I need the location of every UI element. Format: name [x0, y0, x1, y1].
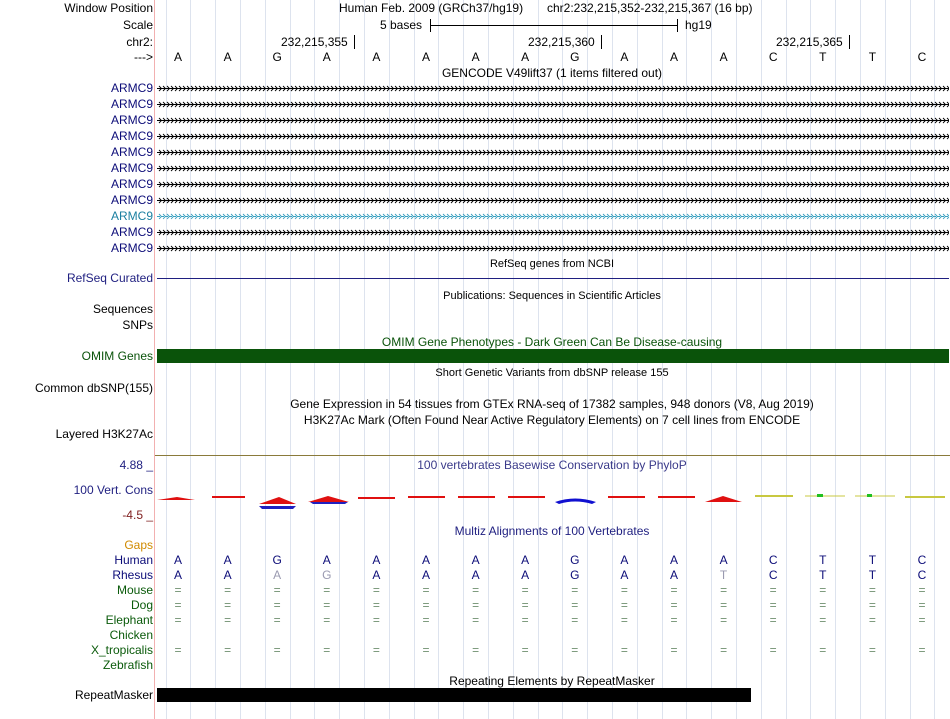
- aligned-base: A: [223, 568, 232, 582]
- aligned-base: =: [372, 583, 380, 597]
- gencode-row-label[interactable]: ARMC9: [110, 161, 153, 175]
- aligned-base: A: [421, 553, 430, 567]
- phylop-logo[interactable]: [155, 488, 950, 514]
- gencode-row-label[interactable]: ARMC9: [110, 225, 153, 239]
- chrom-label: chr2:: [126, 35, 153, 49]
- window-position-label: Window Position: [64, 1, 153, 15]
- aligned-base: =: [472, 598, 480, 612]
- aligned-base: =: [273, 613, 281, 627]
- aligned-base: =: [521, 643, 529, 657]
- aligned-base: C: [917, 568, 927, 582]
- h3k27ac-label[interactable]: Layered H3K27Ac: [55, 427, 153, 441]
- phylop-base-logo-14: [805, 494, 845, 497]
- refseq-label[interactable]: RefSeq Curated: [66, 271, 153, 285]
- aligned-base: =: [422, 583, 430, 597]
- species-label[interactable]: X_tropicalis: [90, 643, 153, 657]
- gencode-transcript-line[interactable]: [157, 116, 949, 125]
- publications-track-title: Publications: Sequences in Scientific Articles: [443, 290, 661, 302]
- aligned-base: =: [868, 643, 876, 657]
- aligned-base: A: [372, 553, 381, 567]
- sequence-base: A: [471, 50, 480, 64]
- aligned-base: =: [273, 583, 281, 597]
- aligned-base: A: [273, 568, 282, 582]
- snps-label[interactable]: SNPs: [122, 318, 153, 332]
- aligned-base: =: [670, 613, 678, 627]
- refseq-gene-line[interactable]: [157, 278, 949, 279]
- aligned-base: =: [174, 583, 182, 597]
- aligned-base: A: [173, 553, 182, 567]
- aligned-base: =: [273, 598, 281, 612]
- sequences-label[interactable]: Sequences: [92, 302, 153, 316]
- gencode-row-label[interactable]: ARMC9: [110, 113, 153, 127]
- aligned-base: T: [719, 568, 728, 582]
- coord-tick: [354, 35, 355, 49]
- scale-bar-left-tick: [430, 19, 431, 32]
- aligned-base: T: [819, 553, 827, 567]
- aligned-base: =: [868, 583, 876, 597]
- scale-text: 5 bases: [380, 18, 423, 32]
- aligned-base: =: [620, 598, 628, 612]
- coord-tick-label: 232,215,360: [528, 35, 595, 49]
- aligned-base: =: [819, 613, 827, 627]
- phylop-min-label: -4.5 _: [122, 508, 153, 522]
- species-label[interactable]: Dog: [130, 598, 153, 612]
- gencode-transcript-line[interactable]: [157, 132, 949, 141]
- phylop-base-logo-4: [308, 496, 349, 504]
- aligned-base: =: [323, 613, 331, 627]
- sequence-base: A: [421, 50, 430, 64]
- coord-tick: [601, 35, 602, 49]
- species-label[interactable]: Zebrafish: [102, 658, 153, 672]
- multiz-track-title: Multiz Alignments of 100 Vertebrates: [454, 524, 650, 538]
- aligned-base: =: [472, 583, 480, 597]
- species-label[interactable]: Chicken: [109, 628, 153, 642]
- phylop-base-logo-12: [705, 496, 742, 502]
- aligned-base: =: [868, 613, 876, 627]
- aligned-base: =: [571, 598, 579, 612]
- gencode-transcript-line[interactable]: [157, 212, 949, 221]
- aligned-base: =: [323, 643, 331, 657]
- aligned-base: =: [819, 583, 827, 597]
- sequence-base: A: [372, 50, 381, 64]
- aligned-base: =: [769, 643, 777, 657]
- aligned-base: =: [620, 583, 628, 597]
- gencode-row-label[interactable]: ARMC9: [110, 193, 153, 207]
- coord-tick: [849, 35, 850, 49]
- aligned-base: =: [720, 613, 728, 627]
- sequence-base: A: [322, 50, 331, 64]
- sequence-base: A: [173, 50, 182, 64]
- phylop-base-logo-3: [259, 497, 296, 509]
- aligned-base: =: [571, 583, 579, 597]
- omim-track-title: OMIM Gene Phenotypes - Dark Green Can Be Disease-causing: [381, 335, 723, 349]
- aligned-base: A: [471, 553, 480, 567]
- repeatmasker-label[interactable]: RepeatMasker: [74, 688, 153, 702]
- aligned-base: G: [570, 568, 580, 582]
- aligned-base: G: [272, 553, 282, 567]
- aligned-base: A: [173, 568, 182, 582]
- species-label[interactable]: Human: [114, 553, 153, 567]
- omim-label[interactable]: OMIM Genes: [81, 349, 153, 363]
- aligned-base: =: [819, 643, 827, 657]
- gencode-row-label[interactable]: ARMC9: [110, 177, 153, 191]
- gencode-row-label[interactable]: ARMC9: [110, 81, 153, 95]
- aligned-base: =: [769, 583, 777, 597]
- aligned-base: =: [224, 583, 232, 597]
- aligned-base: =: [670, 583, 678, 597]
- aligned-base: =: [769, 598, 777, 612]
- aligned-base: C: [768, 568, 778, 582]
- aligned-base: =: [670, 643, 678, 657]
- species-label[interactable]: Rhesus: [112, 568, 153, 582]
- gencode-transcript-line[interactable]: [157, 164, 949, 173]
- scale-bar: [430, 25, 678, 26]
- phylop-base-logo-15: [855, 494, 895, 497]
- aligned-base: =: [472, 613, 480, 627]
- h3k27ac-track-title: H3K27Ac Mark (Often Found Near Active Regulatory Elements) on 7 cell lines from ENCODE: [303, 413, 801, 427]
- gencode-row-label[interactable]: ARMC9: [110, 209, 153, 223]
- aligned-base: =: [422, 598, 430, 612]
- species-label[interactable]: Elephant: [105, 613, 153, 627]
- aligned-base: C: [768, 553, 778, 567]
- aligned-base: A: [620, 568, 629, 582]
- aligned-base: =: [918, 643, 926, 657]
- coord-tick-label: 232,215,355: [281, 35, 348, 49]
- aligned-base: =: [720, 643, 728, 657]
- repeatmasker-track-title: Repeating Elements by RepeatMasker: [449, 674, 655, 688]
- aligned-base: =: [323, 583, 331, 597]
- aligned-base: =: [372, 643, 380, 657]
- gencode-transcript-line[interactable]: [157, 100, 949, 109]
- aligned-base: =: [224, 598, 232, 612]
- gencode-transcript-line[interactable]: [157, 148, 949, 157]
- aligned-base: G: [570, 553, 580, 567]
- gencode-transcript-line[interactable]: [157, 244, 949, 253]
- aligned-base: =: [769, 613, 777, 627]
- aligned-base: C: [917, 553, 927, 567]
- gencode-transcript-line[interactable]: [157, 84, 949, 93]
- dbsnp-label[interactable]: Common dbSNP(155): [34, 381, 153, 395]
- sequence-base: C: [917, 50, 927, 64]
- aligned-base: =: [372, 613, 380, 627]
- refseq-track-title: RefSeq genes from NCBI: [489, 258, 615, 270]
- gencode-track-title: GENCODE V49lift37 (1 items filtered out): [441, 66, 663, 80]
- aligned-base: =: [720, 598, 728, 612]
- sequence-base: G: [570, 50, 580, 64]
- aligned-base: =: [224, 613, 232, 627]
- aligned-base: T: [868, 553, 877, 567]
- gencode-row-label[interactable]: ARMC9: [110, 97, 153, 111]
- label-divider: [154, 0, 155, 719]
- aligned-base: =: [918, 583, 926, 597]
- gencode-row-label[interactable]: ARMC9: [110, 145, 153, 159]
- sequence-base: T: [819, 50, 827, 64]
- coord-tick-label: 232,215,365: [776, 35, 843, 49]
- aligned-base: =: [620, 643, 628, 657]
- aligned-base: G: [322, 568, 332, 582]
- phylop-label[interactable]: 100 Vert. Cons: [73, 483, 153, 497]
- gencode-transcript-line[interactable]: [157, 196, 949, 205]
- aligned-base: A: [521, 568, 530, 582]
- aligned-base: =: [372, 598, 380, 612]
- position-text[interactable]: chr2:232,215,352-232,215,367 (16 bp): [547, 1, 753, 15]
- sequence-base: A: [620, 50, 629, 64]
- h3k27ac-baseline: [155, 455, 950, 456]
- aligned-base: =: [174, 643, 182, 657]
- sequence-base: A: [223, 50, 232, 64]
- aligned-base: T: [868, 568, 877, 582]
- aligned-base: =: [273, 643, 281, 657]
- aligned-base: =: [521, 598, 529, 612]
- aligned-base: =: [472, 643, 480, 657]
- gencode-transcript-line[interactable]: [157, 228, 949, 237]
- sequence-base: A: [669, 50, 678, 64]
- db-text: hg19: [685, 18, 712, 32]
- aligned-base: =: [868, 598, 876, 612]
- phylop-base-logo-9: [555, 499, 596, 505]
- gtex-track-title: Gene Expression in 54 tissues from GTEx RNA-seq of 17382 samples, 948 donors (V8, Aug 2019): [290, 397, 814, 411]
- aligned-base: =: [670, 598, 678, 612]
- aligned-base: A: [421, 568, 430, 582]
- gaps-label[interactable]: Gaps: [124, 538, 153, 552]
- aligned-base: =: [323, 598, 331, 612]
- aligned-base: A: [669, 553, 678, 567]
- phylop-base-logo-1: [157, 497, 195, 500]
- sequence-base: A: [521, 50, 530, 64]
- sequence-base: T: [868, 50, 877, 64]
- aligned-base: T: [819, 568, 827, 582]
- scale-bar-right-tick: [677, 19, 678, 32]
- aligned-base: =: [918, 598, 926, 612]
- aligned-base: A: [471, 568, 480, 582]
- aligned-base: =: [521, 583, 529, 597]
- aligned-base: =: [720, 583, 728, 597]
- aligned-base: A: [719, 553, 728, 567]
- gencode-row-label[interactable]: ARMC9: [110, 241, 153, 255]
- phylop-track-title: 100 vertebrates Basewise Conservation by PhyloP: [417, 458, 687, 472]
- aligned-base: =: [918, 613, 926, 627]
- scale-label: Scale: [122, 18, 153, 32]
- sequence-base: A: [719, 50, 728, 64]
- aligned-base: =: [819, 598, 827, 612]
- dbsnp-track-title: Short Genetic Variants from dbSNP release 155: [435, 367, 669, 379]
- omim-phenotype-bar[interactable]: [157, 349, 949, 363]
- sequence-base: G: [272, 50, 282, 64]
- aligned-base: =: [571, 643, 579, 657]
- aligned-base: =: [521, 613, 529, 627]
- aligned-base: A: [372, 568, 381, 582]
- aligned-base: =: [620, 613, 628, 627]
- aligned-base: =: [224, 643, 232, 657]
- aligned-base: A: [669, 568, 678, 582]
- aligned-base: =: [174, 598, 182, 612]
- aligned-base: =: [422, 613, 430, 627]
- species-label[interactable]: Mouse: [116, 583, 153, 597]
- aligned-base: A: [223, 553, 232, 567]
- sequence-base: C: [768, 50, 778, 64]
- aligned-base: A: [620, 553, 629, 567]
- strand-label: --->: [134, 50, 153, 64]
- aligned-base: A: [521, 553, 530, 567]
- aligned-base: A: [322, 553, 331, 567]
- gencode-row-label[interactable]: ARMC9: [110, 129, 153, 143]
- assembly-text: Human Feb. 2009 (GRCh37/hg19): [339, 1, 524, 15]
- repeatmasker-element[interactable]: [157, 688, 751, 702]
- gencode-transcript-line[interactable]: [157, 180, 949, 189]
- aligned-base: =: [174, 613, 182, 627]
- aligned-base: =: [571, 613, 579, 627]
- phylop-max-label: 4.88 _: [119, 458, 153, 472]
- aligned-base: =: [422, 643, 430, 657]
